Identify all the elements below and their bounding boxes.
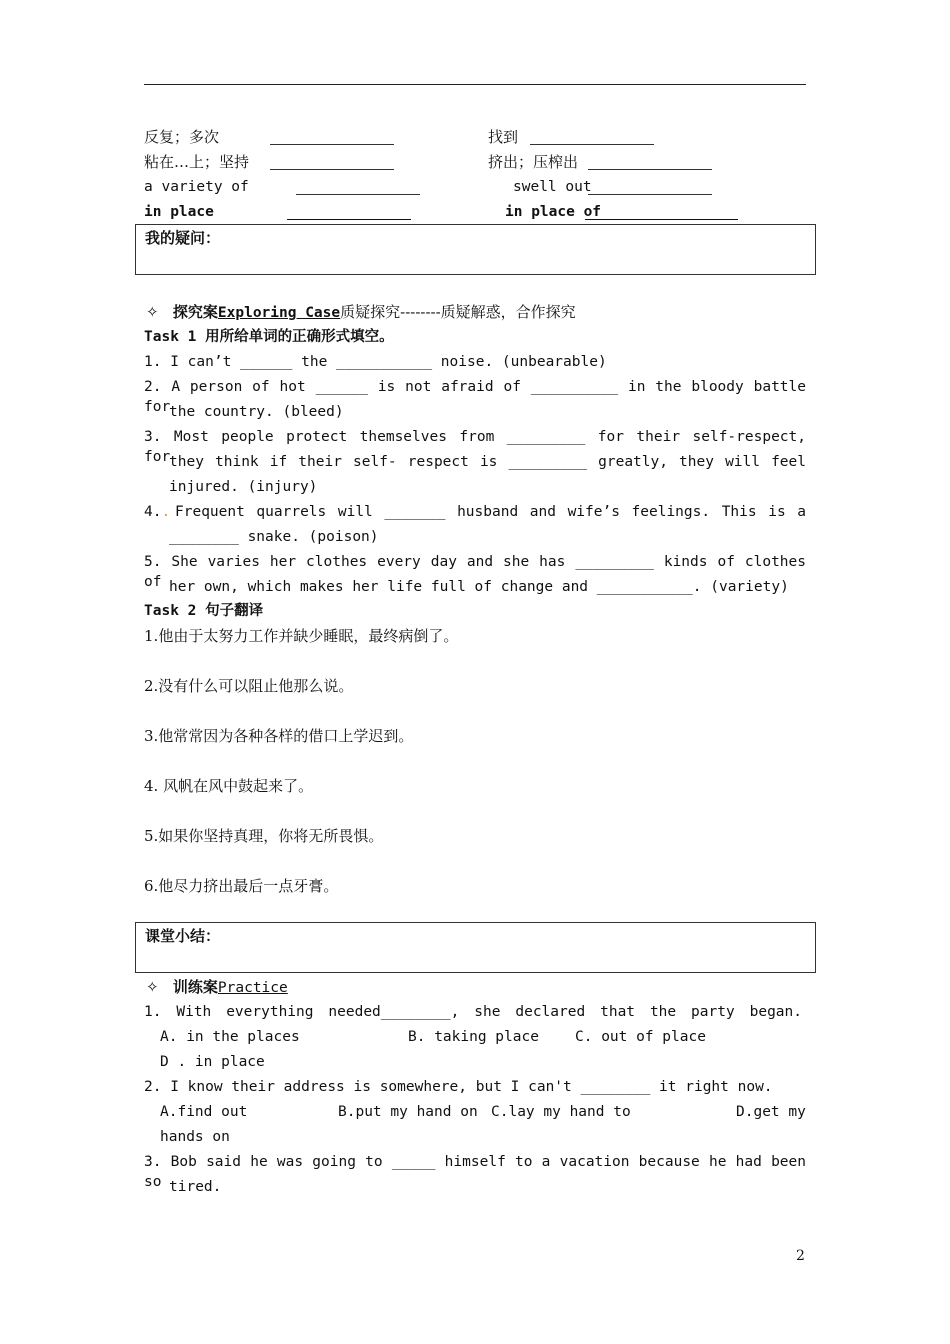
- vocab-blank[interactable]: [270, 130, 394, 145]
- practice-q2-option-b[interactable]: B.put my hand on: [338, 1104, 478, 1120]
- vocab-left-2: 粘在…上；坚持: [144, 153, 250, 171]
- vocab-left-3: a variety of: [144, 179, 249, 195]
- explore-prefix: 探究案: [172, 303, 218, 321]
- practice-q3a: 3. Bob said he was going to _____ himself to a vacation because he had been so: [144, 1154, 806, 1190]
- vocab-blank[interactable]: [588, 180, 712, 195]
- practice-q2-option-c[interactable]: C.lay my hand to: [491, 1104, 631, 1120]
- vocab-right-3: swell out: [513, 179, 592, 195]
- sparkle-icon: ✧: [146, 303, 159, 321]
- task2-title: Task 2 句子翻译: [144, 603, 264, 619]
- task1-q3c: injured. (injury): [169, 479, 318, 495]
- practice-prefix: 训练案: [172, 978, 218, 996]
- vocab-right-2: 挤出；压榨出: [488, 153, 579, 171]
- vocab-blank[interactable]: [588, 155, 712, 170]
- task2-s3: 3.他常常因为各种各样的借口上学迟到。: [144, 727, 414, 745]
- task1-q3b: they think if their self- respect is _________ greatly, they will feel: [169, 454, 806, 470]
- vocab-blank[interactable]: [287, 205, 411, 220]
- explore-name: Exploring Case: [217, 305, 341, 321]
- task1-q4b: ________ snake. (poison): [169, 529, 379, 545]
- vocab-blank[interactable]: [296, 180, 420, 195]
- explore-header: [146, 302, 576, 322]
- practice-q3b: tired.: [169, 1179, 222, 1195]
- explore-suffix: 质疑探究--------质疑解惑，合作探究: [340, 303, 576, 321]
- task1-q2a: 2. A person of hot ______ is not afraid of __________ in the bloody battle for: [144, 379, 806, 415]
- practice-q2: 2. I know their address is somewhere, but I can't ________ it right now.: [144, 1079, 773, 1095]
- vocab-left-4: in place: [144, 204, 214, 220]
- header-rule: [144, 84, 806, 85]
- vocab-blank[interactable]: [270, 155, 394, 170]
- summary-box[interactable]: [135, 922, 816, 973]
- task2-s1: 1.他由于太努力工作并缺少睡眠，最终病倒了。: [144, 627, 459, 645]
- question-box[interactable]: [135, 224, 816, 275]
- practice-q1-option-a[interactable]: A. in the places: [160, 1029, 300, 1045]
- task1-q2b: the country. (bleed): [169, 404, 344, 420]
- edit-mark: .: [161, 504, 171, 520]
- practice-q1: 1. With everything needed________, she declared that the party began.: [144, 1004, 802, 1020]
- practice-q1-option-d[interactable]: D . in place: [160, 1054, 265, 1070]
- vocab-right-1: 找到: [488, 128, 519, 146]
- summary-box-label: 课堂小结：: [145, 927, 221, 945]
- task1-q1: 1. I can’t ______ the ___________ noise. (unbearable): [144, 354, 607, 370]
- question-box-label: 我的疑问：: [145, 229, 221, 247]
- task1-q4a-num: 4..: [144, 504, 171, 520]
- sparkle-icon: ✧: [146, 978, 159, 996]
- task1-q5b: her own, which makes her life full of change and ___________. (variety): [169, 579, 789, 595]
- vocab-left-1: 反复；多次: [144, 128, 220, 146]
- practice-q2-option-d-cont[interactable]: hands on: [160, 1129, 230, 1145]
- vocab-right-4: in place of: [505, 204, 602, 220]
- practice-q2-option-d[interactable]: D.get my: [736, 1104, 806, 1120]
- task2-s6: 6.他尽力挤出最后一点牙膏。: [144, 877, 339, 895]
- practice-q1-option-c[interactable]: C. out of place: [575, 1029, 706, 1045]
- practice-q1-option-b[interactable]: B. taking place: [408, 1029, 539, 1045]
- practice-header: [146, 977, 288, 997]
- task1-q5a: 5. She varies her clothes every day and she has _________ kinds of clothes of: [144, 554, 806, 590]
- vocab-blank[interactable]: [585, 205, 738, 220]
- task2-s2: 2.没有什么可以阻止他那么说。: [144, 677, 354, 695]
- practice-name: Practice: [217, 980, 288, 996]
- page-number: 2: [796, 1248, 805, 1264]
- vocab-blank[interactable]: [530, 130, 654, 145]
- task1-q3a: 3. Most people protect themselves from _________ for their self-respect, for: [144, 429, 806, 465]
- task1-title: Task 1 用所给单词的正确形式填空。: [144, 329, 394, 345]
- task2-s5: 5.如果你坚持真理，你将无所畏惧。: [144, 827, 384, 845]
- task2-s4: 4. 风帆在风中鼓起来了。: [144, 777, 314, 795]
- task1-q4a: Frequent quarrels will _______ husband and wife’s feelings. This is a: [175, 504, 806, 520]
- practice-q2-option-a[interactable]: A.find out: [160, 1104, 248, 1120]
